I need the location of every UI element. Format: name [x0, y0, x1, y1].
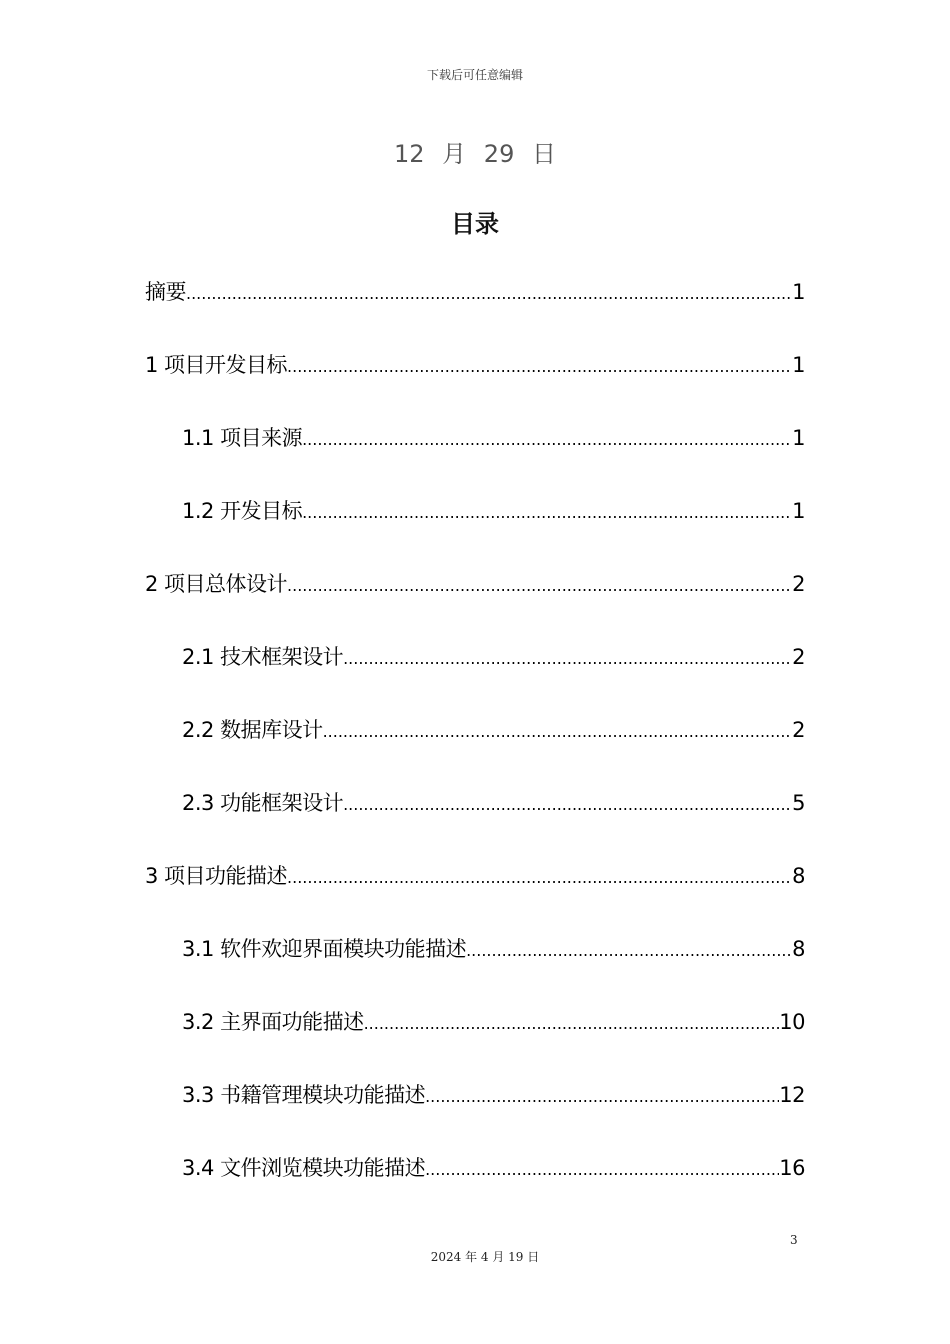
- toc-entry-3-1[interactable]: [145, 934, 805, 1007]
- toc-entry-1-1[interactable]: [145, 423, 805, 496]
- toc-entry-page: 1: [792, 499, 805, 523]
- toc-entry-3-2[interactable]: [145, 1007, 805, 1080]
- toc-entry-text: 3.3 书籍管理模块功能描述: [182, 1083, 426, 1107]
- toc-entry-page: 16: [779, 1156, 805, 1180]
- toc-leader-dots: [186, 279, 792, 309]
- toc-entry-3[interactable]: [145, 861, 805, 934]
- toc-leader-dots: [302, 498, 792, 528]
- toc-entry-text: 3.1 软件欢迎界面模块功能描述: [182, 937, 467, 961]
- toc-entry-text: 3 项目功能描述: [145, 864, 288, 888]
- toc-leader-dots: [466, 936, 792, 966]
- toc-entry-text: 2.3 功能框架设计: [182, 791, 344, 815]
- toc-entry-2-3[interactable]: [145, 788, 805, 861]
- toc-leader-dots: [323, 717, 793, 747]
- toc-entry-2-2[interactable]: [145, 715, 805, 788]
- toc-leader-dots: [343, 644, 792, 674]
- toc-title: 目录: [451, 210, 499, 238]
- toc-entry-text: 2 项目总体设计: [145, 572, 288, 596]
- toc-leader-dots: [343, 790, 792, 820]
- date-line: 12 月 29 日: [394, 140, 556, 168]
- toc-entry-page: 1: [792, 353, 805, 377]
- toc-leader-dots: [425, 1155, 779, 1185]
- toc-entry-page: 5: [792, 791, 805, 815]
- toc-leader-dots: [287, 352, 792, 382]
- toc-entry-text: 1.1 项目来源: [182, 426, 303, 450]
- toc-entry-page: 8: [792, 937, 805, 961]
- toc-entry-2-1[interactable]: [145, 642, 805, 715]
- toc-entry-page: 2: [792, 718, 805, 742]
- toc-leader-dots: [425, 1082, 779, 1112]
- toc-leader-dots: [302, 425, 792, 455]
- toc-entry-page: 10: [779, 1010, 805, 1034]
- toc-entry-1-2[interactable]: [145, 496, 805, 569]
- toc-entry-2[interactable]: [145, 569, 805, 642]
- toc-entry-page: 8: [792, 864, 805, 888]
- footer-date: 2024 年 4 月 19 日: [430, 1250, 540, 1264]
- toc-entry-text: 2.2 数据库设计: [182, 718, 323, 742]
- toc-entry-3-4[interactable]: [145, 1153, 805, 1226]
- toc-entry-text: 3.4 文件浏览模块功能描述: [182, 1156, 426, 1180]
- toc-entry-text: 1 项目开发目标: [145, 353, 288, 377]
- page-number: 3: [790, 1233, 798, 1247]
- toc-entry-1[interactable]: [145, 350, 805, 423]
- toc-entry-page: 1: [792, 426, 805, 450]
- toc-entry-text: 3.2 主界面功能描述: [182, 1010, 364, 1034]
- toc-entry-page: 1: [792, 280, 805, 304]
- toc-entry-3-3[interactable]: [145, 1080, 805, 1153]
- toc-entry-page: 2: [792, 645, 805, 669]
- toc-leader-dots: [287, 863, 792, 893]
- toc-entry-page: 2: [792, 572, 805, 596]
- toc-entry-text: 1.2 开发目标: [182, 499, 303, 523]
- toc-entry-page: 12: [779, 1083, 805, 1107]
- toc-leader-dots: [287, 571, 792, 601]
- toc-entry-text: 2.1 技术框架设计: [182, 645, 344, 669]
- table-of-contents: [145, 277, 805, 1226]
- toc-leader-dots: [364, 1009, 780, 1039]
- toc-entry-text: 摘要: [145, 280, 186, 304]
- toc-entry-abstract[interactable]: [145, 277, 805, 350]
- header-note: 下载后可任意编辑: [426, 68, 523, 82]
